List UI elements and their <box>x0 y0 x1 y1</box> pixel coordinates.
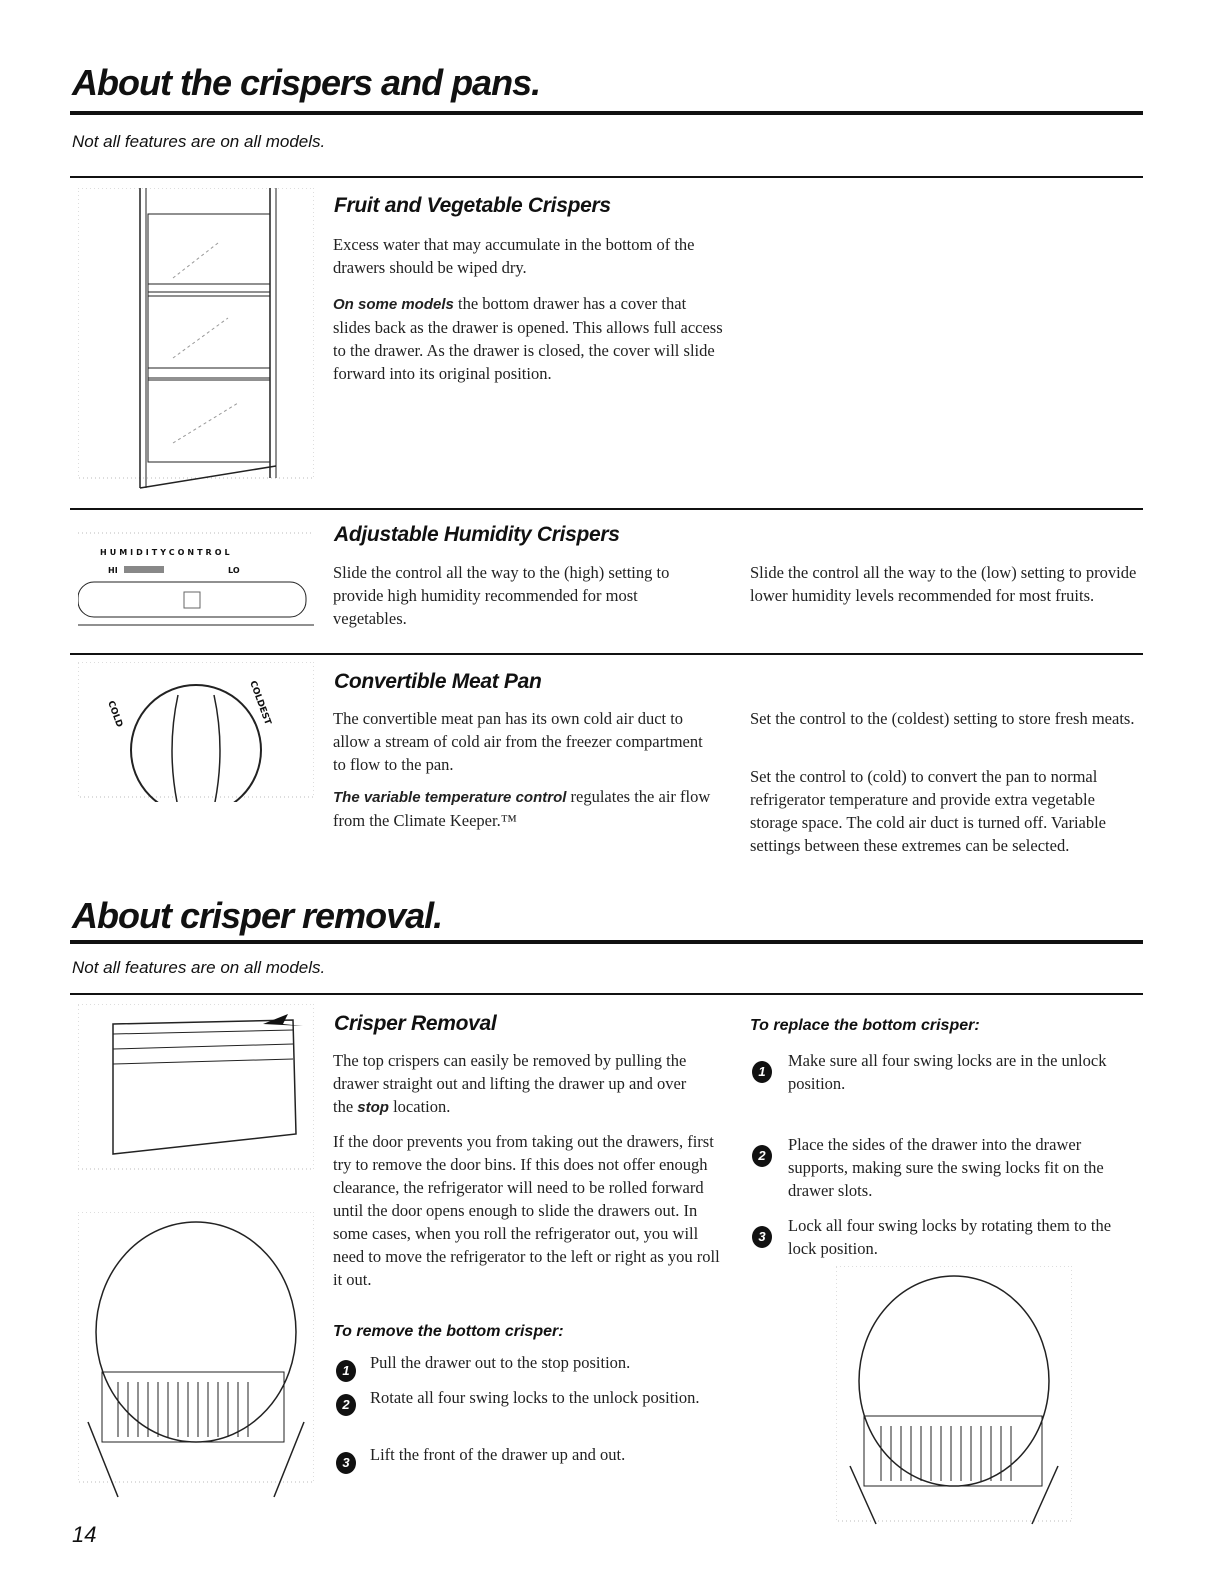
stop-emphasis: stop <box>357 1099 389 1116</box>
emphasis-text: The variable temperature control <box>333 789 567 806</box>
fruit-paragraph-1: Excess water that may accumulate in the bottom of the drawers should be wiped dry. <box>333 235 695 277</box>
remove-bottom-crisper-heading: To remove the bottom crisper: <box>333 1323 564 1340</box>
coldest-setting-text: Set the control to the (coldest) setting to store fresh meats. <box>750 709 1135 728</box>
remove-step-2: Rotate all four swing locks to the unlock position. <box>370 1388 700 1407</box>
meat-pan-paragraph-1: The convertible meat pan has its own cold air duct to allow a stream of cold air from the freezer compartment to flow to the pan. <box>333 709 703 774</box>
section-divider <box>70 176 1143 178</box>
models-note: Not all features are on all models. <box>72 132 326 151</box>
emphasis-text: On some models <box>333 296 454 313</box>
replace-step-1: Make sure all four swing locks are in the unlock position. <box>788 1051 1107 1093</box>
lo-label: LO <box>228 566 240 575</box>
cold-setting-text: Set the control to (cold) to convert the pan to normal refrigerator temperature and provide extra vegetable storage space. The cold air duct is turned off. Variable settings between these extremes can be selected. <box>750 767 1107 855</box>
removal-paragraph-2: If the door prevents you from taking out the drawers, first try to remove the door bins. If this does not offer enough clearance, the refrigerator will need to be rolled forward until the door opens enough to slide the drawers out. In some cases, when you roll the refrigerator out, you will need to move the refrigerator to the left or right as you roll it out. <box>333 1132 720 1289</box>
humidity-low-text: Slide the control all the way to the (low) setting to provide lower humidity levels recommended for most fruits. <box>750 563 1137 605</box>
swing-lock-replace-illustration <box>836 1266 1072 1528</box>
step-number-2: 2 <box>336 1394 356 1416</box>
section-divider <box>70 653 1143 655</box>
removal-paragraph-1-text: The top crispers can easily be removed by pulling the drawer straight out and lifting the drawer up and over the <box>333 1051 687 1116</box>
section-divider <box>70 993 1143 995</box>
fruit-vegetable-heading: Fruit and Vegetable Crispers <box>334 194 611 217</box>
bottom-crisper-swing-lock-illustration <box>78 1212 314 1502</box>
replace-step-3: Lock all four swing locks by rotating them to the lock position. <box>788 1216 1112 1258</box>
remove-step-3: Lift the front of the drawer up and out. <box>370 1445 626 1464</box>
humidity-control-illustration <box>78 532 314 630</box>
top-crisper-removal-illustration <box>78 1004 314 1174</box>
hi-label: HI <box>108 566 118 575</box>
section-divider <box>70 508 1143 510</box>
step-number-3: 3 <box>336 1452 356 1474</box>
fruit-paragraph-2-text: the bottom drawer has a cover that slides back as the drawer is opened. This allows full access to the drawer. As the drawer is closed, the cover will slide forward into its original position. <box>333 294 723 383</box>
step-number-1: 1 <box>752 1061 772 1083</box>
replace-bottom-crisper-heading: To replace the bottom crisper: <box>750 1017 980 1034</box>
step-number-1: 1 <box>336 1360 356 1382</box>
crisper-removal-heading: Crisper Removal <box>334 1012 497 1035</box>
meat-pan-heading: Convertible Meat Pan <box>334 670 542 693</box>
fruit-paragraph-2 <box>333 292 723 385</box>
meat-pan-dial-illustration <box>78 662 314 802</box>
dial-cold-label: COLD <box>105 699 124 729</box>
dial-coldest-label: COLDEST <box>247 679 273 727</box>
humidity-label: HUMIDITYCONTROL <box>100 548 233 557</box>
slider-track <box>124 566 164 573</box>
humidity-heading: Adjustable Humidity Crispers <box>334 523 620 546</box>
meat-pan-paragraph-2 <box>333 785 713 832</box>
page-number: 14 <box>72 1522 97 1547</box>
page-title: About the crispers and pans. <box>72 62 541 103</box>
title-rule <box>70 940 1143 944</box>
meat-pan-paragraph-2-text: regulates the air flow from the Climate Keeper.™ <box>333 787 711 830</box>
replace-step-2: Place the sides of the drawer into the drawer supports, making sure the swing locks fit on the drawer slots. <box>788 1135 1104 1200</box>
removal-paragraph-1 <box>333 1049 703 1119</box>
title-rule <box>70 111 1143 115</box>
models-note: Not all features are on all models. <box>72 958 326 977</box>
section-title-removal: About crisper removal. <box>72 895 443 936</box>
removal-paragraph-1-end: location. <box>388 1097 451 1116</box>
remove-step-1: Pull the drawer out to the stop position. <box>370 1353 631 1372</box>
crisper-drawers-illustration <box>78 188 314 493</box>
step-number-3: 3 <box>752 1226 772 1248</box>
humidity-high-text: Slide the control all the way to the (high) setting to provide high humidity recommended for most vegetables. <box>333 563 670 628</box>
step-number-2: 2 <box>752 1145 772 1167</box>
